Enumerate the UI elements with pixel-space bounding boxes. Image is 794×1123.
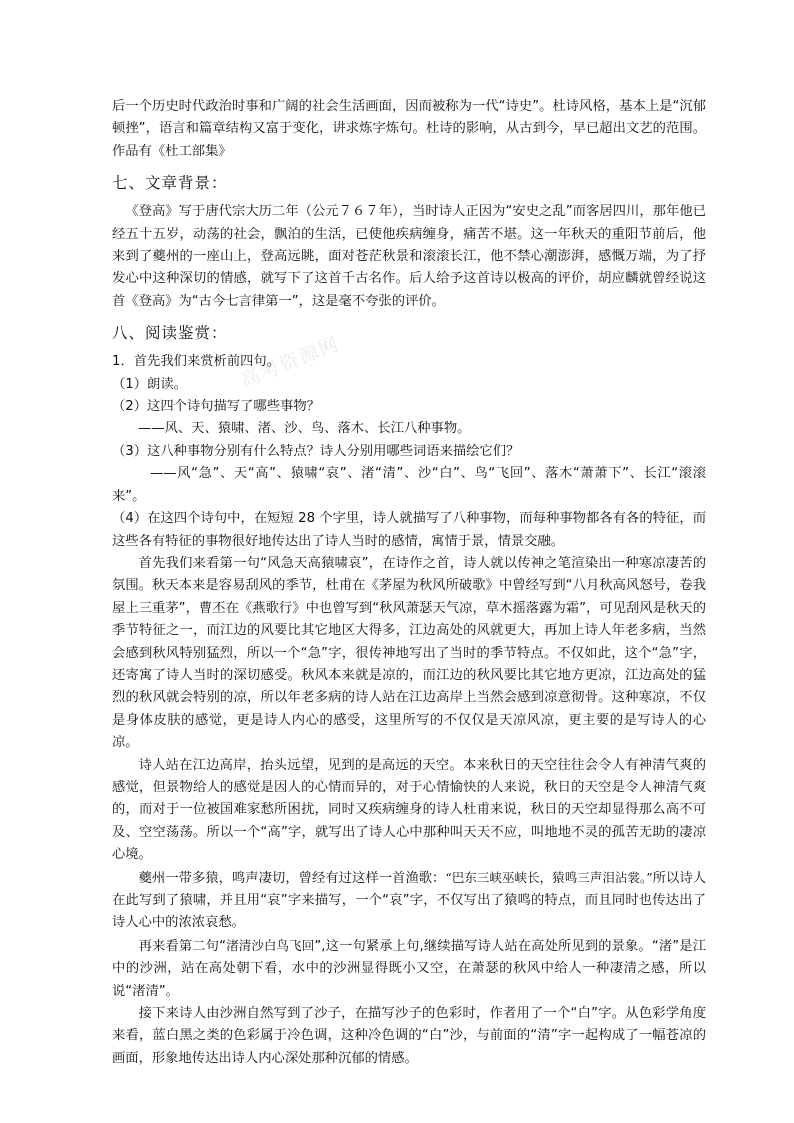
sub-question-2: （2）这四个诗句描写了哪些事物？ xyxy=(112,399,320,415)
analysis-paragraph-2: 诗人站在江边高岸，抬头远望，见到的是高远的天空。本来秋日的天空往往会令人有神清气爽的感觉，但景物给人的感觉是因人的心情而异的，对于心情愉快的人来说，秋日的天空是令人神清气爽的，而对于一位被国难家愁所困扰，同时又疾病缠身的诗人杜甫来说，秋日的天空却显得那么高不可及、空空荡荡。所以一个“高”字，就写出了诗人心中那种叫天天不应，叫地地不灵的孤苦无助的凄凉心境。 xyxy=(112,757,706,863)
document-page xyxy=(112,96,706,1070)
answer-3: ——风“急”、天“高”、猿啸“哀”、渚“清”、沙“白”、鸟“飞回”、落木“萧萧下”、长江“滚滚来”。 xyxy=(112,466,706,504)
section-8-heading: 八、阅读鉴赏： xyxy=(112,324,228,343)
analysis-paragraph-4 xyxy=(112,935,706,1003)
section-7-heading: 七、文章背景： xyxy=(112,174,228,193)
watermark: 高考资源网 xyxy=(237,332,344,393)
poem-line-2-quote: 渚清沙白鸟飞回 xyxy=(225,937,315,953)
intro-paragraph: 后一个历史时代政治时事和广阔的社会生活画面，因而被称为一代“诗史”。杜诗风格，基本上是“沉郁顿挫”，语言和篇章结构又富于变化，讲求炼字炼句。杜诗的影响，从古到今，早已超出文艺的范围。作品有《杜工部集》 xyxy=(112,99,706,159)
analysis-paragraph-5: 接下来诗人由沙洲自然写到了沙子，在描写沙子的色彩时，作者用了一个“白”字。从色彩学角度来看，蓝白黑之类的色彩属于冷色调，这种冷色调的“白”沙，与前面的“清”字一起构成了一幅苍凉的画面，形象地传达出诗人内心深处那种沉郁的情感。 xyxy=(112,1006,706,1066)
sub-question-4: （4）在这四个诗句中，在短短 28 个字里，诗人就描写了八种事物，而每种事物都各有各的特征，而这些各有特征的事物很好地传达出了诗人当时的感情，寓情于景，情景交融。 xyxy=(112,511,706,549)
sub-question-3: （3）这八种事物分别有什么特点？诗人分别用哪些词语来描绘它们？ xyxy=(112,443,520,459)
para4-lead: 再来看第二句“ xyxy=(138,938,226,954)
question-1: 1．首先我们来赏析前四句。 xyxy=(112,354,281,370)
sub-question-1: （1）朗读。 xyxy=(112,376,187,392)
analysis-paragraph-3 xyxy=(112,867,706,935)
answer-2: ——风、天、猿啸、渚、沙、鸟、落木、长江八种事物。 xyxy=(138,421,471,437)
para3-lead: 夔州一带多猿，鸣声凄切，曾经有过这样一首渔歌： xyxy=(138,870,446,886)
analysis-paragraph-1: 首先我们来看第一句“风急天高猿啸哀”，在诗作之首，诗人就以传神之笔渲染出一种寒凉凄苦的氛围。秋天本来是容易刮风的季节，杜甫在《茅屋为秋风所破歌》中曾经写到“八月秋高风怒号，卷我屋上三重茅”，曹丕在《燕歌行》中也曾写到“秋风萧瑟天气凉，草木摇落露为霜”，可见刮风是秋天的季节特征之一，而江边的风要比其它地区大得多，江边高处的风就更大，再加上诗人年老多病，当然会感到秋风特别猛烈，所以一个“急”字，很传神地写出了当时的季节特点。不仅如此，这个“急”字，还寄寓了诗人当时的深切感受。秋风本来就是凉的，而江边的秋风要比其它地方更凉，江边高处的猛烈的秋风就会特别的凉，所以年老多病的诗人站在江边高岸上当然会感到凉意彻骨。这种寒凉，不仅是身体皮肤的感觉，更是诗人内心的感受，这里所写的不仅仅是天凉风凉，更主要的是写诗人的心凉。 xyxy=(112,555,706,751)
fisherman-song-quote: “巴东三峡巫峡长，猿鸣三声泪沾裳。” xyxy=(445,869,653,885)
background-paragraph: 《登高》写于唐代宗大历二年（公元７６７年），当时诗人正因为“安史之乱”而客居四川，那年他已经五十五岁，动荡的社会，飘泊的生活，已使他疾病缠身，痛苦不堪。这一年秋天的重阳节前后，他来到了夔州的一座山上，登高远眺，面对苍茫秋景和滚滚长江，他不禁心潮澎湃，感慨万端，为了抒发心中这种深切的情感，就写下了这首千古名作。后人给予这首诗以极高的评价，胡应麟就曾经说这首《登高》为“古今七言律第一”，这是毫不夸张的评价。 xyxy=(112,204,706,309)
para4-rest: ”,这一句紧承上句,继续描写诗人站在高处所见到的景象。“渚”是江中的沙洲，站在高处朝下看，水中的沙洲显得既小又空，在萧瑟的秋风中给人一种凄清之感，所以说“渚清”。 xyxy=(112,938,707,999)
para3-rest: 所以诗人在此写到了猿啸，并且用“哀”字来描写，一个“哀”字，不仅写出了猿鸣的特点，而且同时也传达出了诗人心中的浓浓哀愁。 xyxy=(112,870,706,931)
